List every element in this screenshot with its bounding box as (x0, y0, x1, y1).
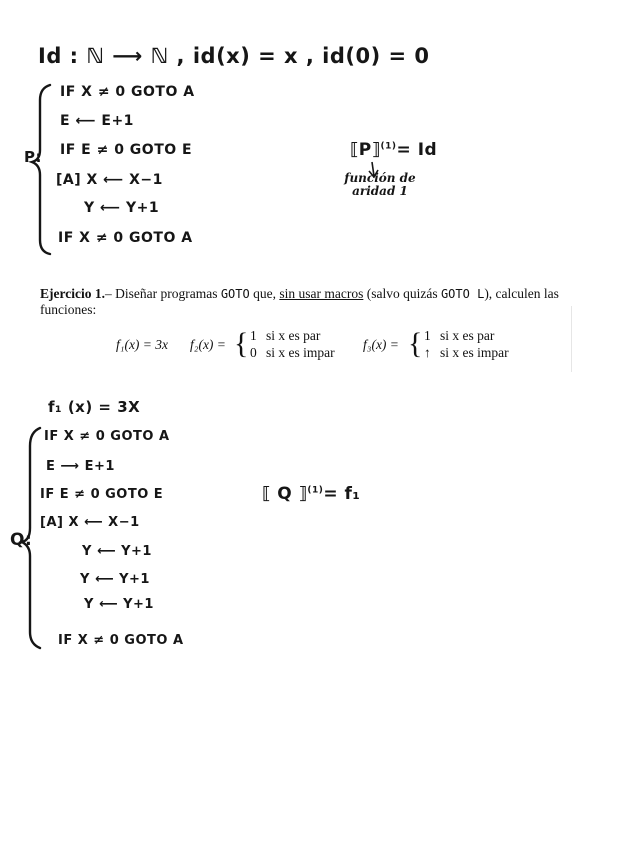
f2-cases: { 1 si x es par 0 si x es impar (234, 327, 335, 360)
program-p-label: P: (24, 148, 42, 166)
p-line-1: IF X ≠ 0 GOTO A (60, 84, 195, 100)
semantic-q: ⟦ Q ⟧$^{(1)}$= f₁ (262, 484, 361, 504)
exercise-statement-line-2: funciones: (40, 302, 97, 317)
p-line-6: IF X ≠ 0 GOTO A (58, 230, 193, 246)
p-line-2: E ⟵ E+1 (60, 113, 134, 129)
q-line-7: Y ⟵ Y+1 (84, 597, 154, 612)
exercise-statement-line-1: Ejercicio 1.– Diseñar programas GOTO que, sin usar macros (salvo quizás GOTO L), calculen las (40, 286, 559, 301)
f2-definition: f₂(x) = (190, 337, 226, 352)
f1-header: f₁ (x) = 3X (48, 398, 141, 416)
q-line-8: IF X ≠ 0 GOTO A (58, 633, 184, 648)
page-edge-line (571, 306, 572, 372)
f1-definition: f₁(x) = 3x (116, 337, 169, 352)
p-line-5: Y ⟵ Y+1 (84, 200, 160, 216)
p-line-4: [A] X ⟵ X−1 (56, 172, 163, 188)
p-line-3: IF E ≠ 0 GOTO E (60, 142, 193, 158)
q-line-3: IF E ≠ 0 GOTO E (40, 487, 164, 502)
id-definition-header: Id : ℕ ⟶ ℕ , id(x) = x , id(0) = 0 (38, 44, 430, 68)
semantic-p: ⟦P⟧$^{(1)}$= Id (350, 140, 438, 160)
q-line-5: Y ⟵ Y+1 (82, 544, 152, 559)
f3-definition: f₃(x) = (363, 337, 399, 352)
program-q-label: Q: (10, 530, 33, 550)
q-line-2: E ⟶ E+1 (46, 459, 115, 474)
arity-annotation: función de aridad 1 (344, 171, 416, 198)
f3-cases: { 1 si x es par ↑ si x es impar (408, 327, 509, 360)
q-line-6: Y ⟵ Y+1 (80, 572, 150, 587)
q-line-4: [A] X ⟵ X−1 (40, 515, 140, 530)
q-line-1: IF X ≠ 0 GOTO A (44, 429, 170, 444)
